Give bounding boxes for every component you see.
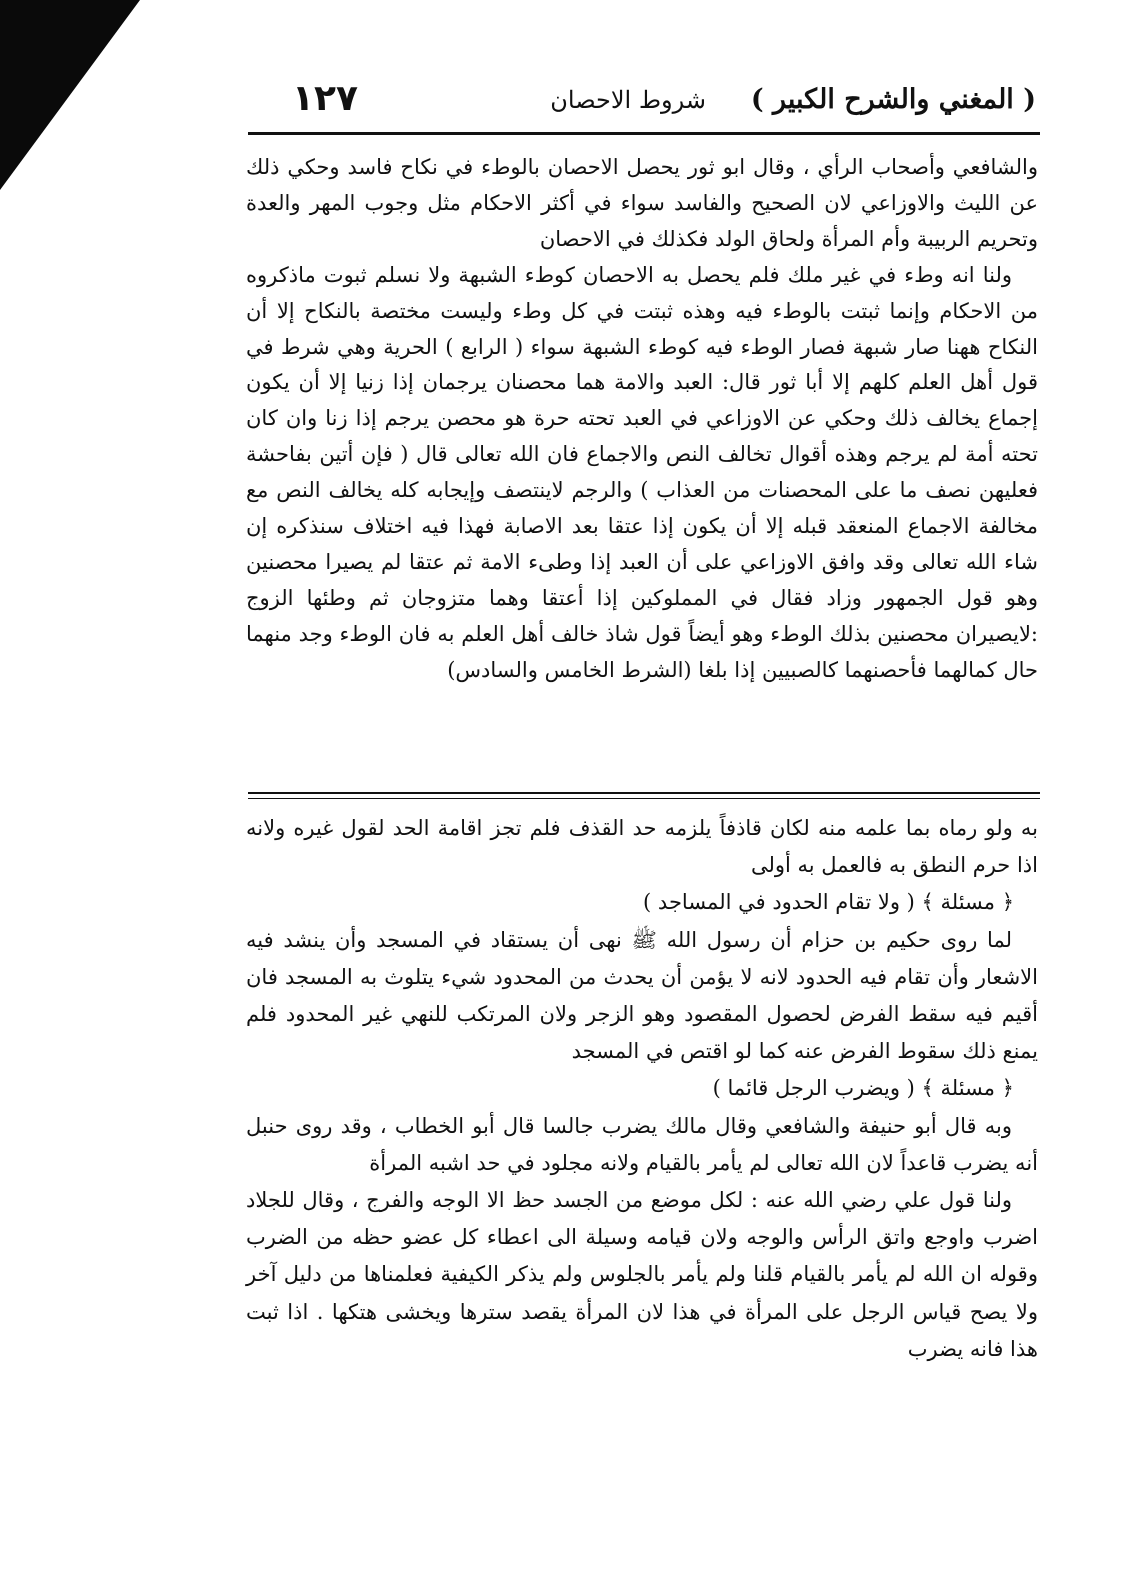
page-header <box>250 78 1036 126</box>
lower-text-section <box>246 810 1038 1368</box>
paragraph: ولنا انه وطء في غير ملك فلم يحصل به الاحصان كوطء الشبهة ولا نسلم ثبوت ماذكروه من الاحكام وإنما ثبتت بالوطء فيه وهذه ثبتت في كل وطء وليست مختصة بالنكاح إلا أن النكاح ههنا صار شبهة فصار الوطء فيه كوطء الشبهة سواء ( الرابع ) الحرية وهي شرط في قول أهل العلم كلهم إلا أبا ثور قال: العبد والامة هما محصنان يرجمان إذا زنيا إلا أن يكون إجماع يخالف ذلك وحكي عن الاوزاعي في العبد تحته حرة هو محصن يرجم إذا زنا وان كان تحته أمة لم يرجم وهذه أقوال تخالف النص والاجماع فان الله تعالى قال ( فإن أتين بفاحشة فعليهن نصف ما على المحصنات من العذاب ) والرجم لاينتصف وإيجابه كله يخالف النص مع مخالفة الاجماع المنعقد قبله إلا أن يكون إذا عتقا بعد الاصابة فهذا فيه اختلاف سنذكره إن شاء الله تعالى وقد وافق الاوزاعي على أن العبد إذا وطىء الامة ثم عتقا لم يصيرا محصنين وهو قول الجمهور وزاد فقال في المملوكين إذا أعتقا وهما متزوجان ثم وطئها الزوج :لايصيران محصنين بذلك الوطء وهو أيضاً قول شاذ خالف أهل العلم به فان الوطء وجد منهما حال كمالهما فأحصنهما كالصبيين إذا بلغا (الشرط الخامس والسادس) <box>246 262 1038 682</box>
page-number: ١٢٧ <box>292 78 358 119</box>
paragraph: ولنا قول علي رضي الله عنه : لكل موضع من الجسد حظ الا الوجه والفرج ، وقال للجلاد اضرب واوجع واتق الرأس والوجه ولان قيامه وسيلة الى اعطاء كل عضو حظه من الضرب وقوله ان الله لم يأمر بالقيام قلنا ولم يأمر بالجلوس ولم يذكر الكيفية فعلمناها من دليل آخر ولا يصح قياس الرجل على المرأة في هذا لان المرأة يقصد سترها ويخشى هتكها . اذا ثبت هذا فانه يضرب <box>246 1188 1038 1361</box>
paragraph: به ولو رماه بما علمه منه لكان قاذفاً يلزمه حد القذف فلم تجز اقامة الحد لقول غيره ولانه اذا حرم النطق به فالعمل به أولى <box>246 816 1038 878</box>
upper-text-section <box>246 150 1038 689</box>
paragraph: وبه قال أبو حنيفة والشافعي وقال مالك يضرب جالسا قال أبو الخطاب ، وقد روى حنبل أنه يضرب قاعداً لان الله تعالى لم يأمر بالقيام ولانه مجلود في حد اشبه المرأة <box>246 1113 1038 1175</box>
paragraph: والشافعي وأصحاب الرأي ، وقال ابو ثور يحصل الاحصان بالوطء في نكاح فاسد وحكي ذلك عن الليث والاوزاعي لان الصحيح والفاسد سواء في أكثر الاحكام مثل وجوب المهر والعدة وتحريم الربيبة وأم المرأة ولحاق الولد فكذلك في الاحصان <box>246 155 1038 251</box>
section-divider-thin <box>248 798 1040 799</box>
issue-heading: ﴿ مسئلة ﴾ ( ولا تقام الحدود في المساجد ) <box>643 890 1014 915</box>
chapter-title: شروط الاحصان <box>550 86 706 114</box>
section-divider <box>248 792 1040 794</box>
header-rule <box>248 132 1040 135</box>
paragraph: لما روى حكيم بن حزام أن رسول الله ﷺ نهى أن يستقاد في المسجد وأن ينشد فيه الاشعار وأن تقام فيه الحدود لانه لا يؤمن أن يحدث من المحدود شيء يتلوث به المسجد فان أقيم فيه سقط الفرض لحصول المقصود وهو الزجر ولان المرتكب للنهي غير المحدود فلم يمنع ذلك سقوط الفرض عنه كما لو اقتص في المسجد <box>246 927 1038 1064</box>
scan-corner-shadow <box>0 0 140 190</box>
issue-heading: ﴿ مسئلة ﴾ ( ويضرب الرجل قائما ) <box>712 1076 1014 1101</box>
book-title: ( المغني والشرح الكبير ) <box>750 84 1036 115</box>
